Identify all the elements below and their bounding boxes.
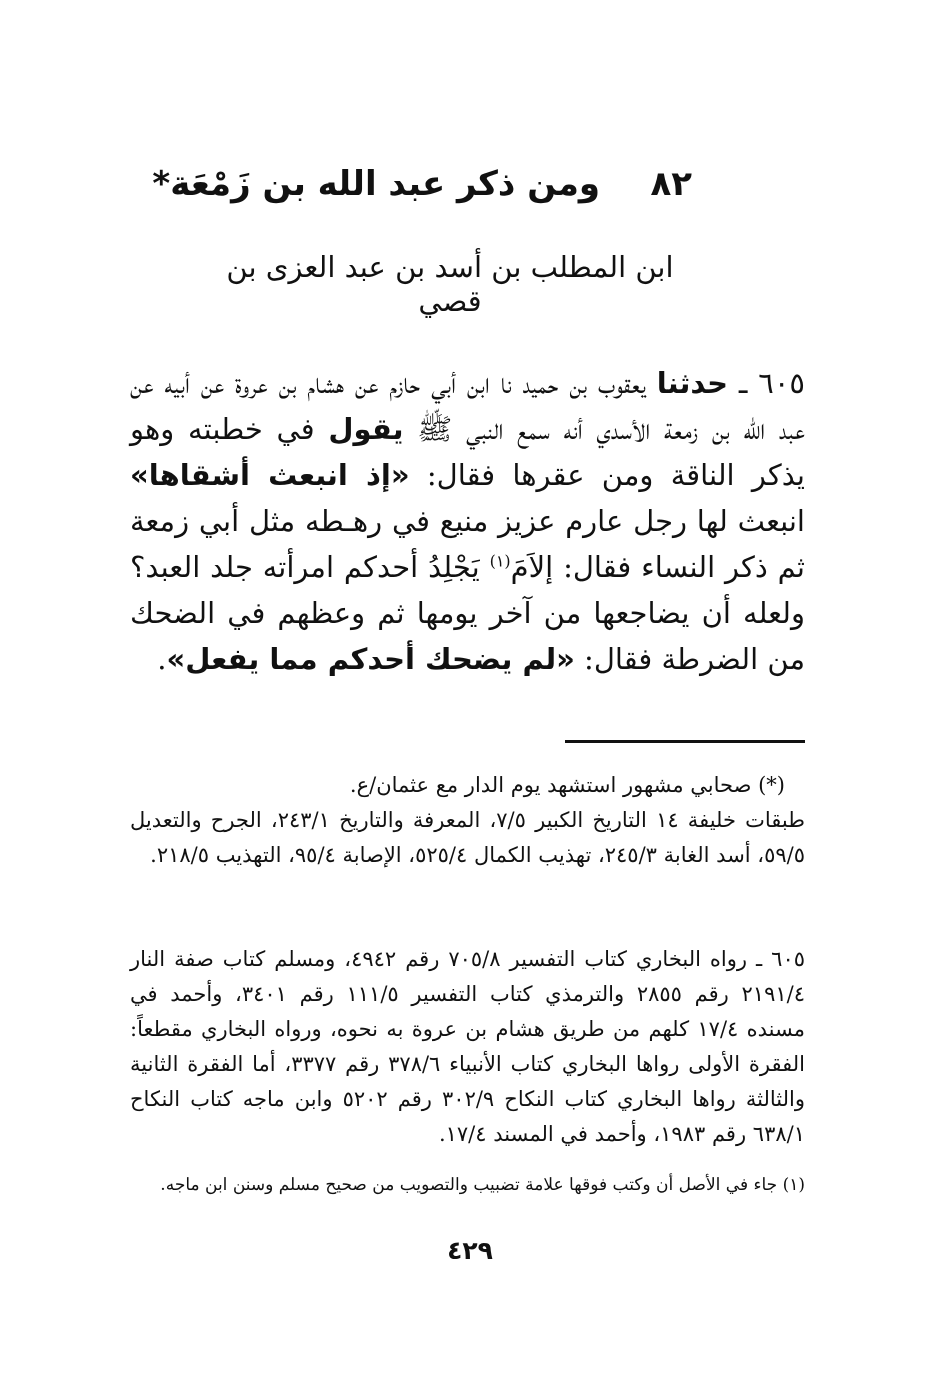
footnote: (١) جاء في الأصل أن وكتب فوقها علامة تضبيب والتصويب من صحيح مسلم وسنن ابن ماجه. xyxy=(160,1175,805,1195)
takhrij-note: ٦٠٥ ـ رواه البخاري كتاب التفسير ٧٠٥/٨ رقم ٤٩٤٢، ومسلم كتاب صفة النار ٢١٩١/٤ رقم ٢٨٥٥ والترمذي كتاب التفسير ١١١/٥ رقم ٣٤٠١، وأحمد في مسنده ١٧/٤ كلهم من طريق هشام بن عروة به نحوه، ورواه البخاري مقطعاً: الفقرة الأولى رواها البخاري كتاب الأنبياء ٣٧٨/٦ رقم ٣٣٧٧، أما الفقرة الثانية والثالثة رواها البخاري كتاب النكاح ٣٠٢/٩ رقم ٥٢٠٢ وابن ماجه كتاب النكاح ٦٣٨/١ رقم ١٩٨٣، وأحمد في المسند ١٧/٤. xyxy=(130,947,806,1146)
chapter-title: ومن ذكر عبد الله بن زَمْعَة* xyxy=(152,164,600,204)
footnote-divider xyxy=(565,740,805,743)
companion-note: (*) صحابي مشهور استشهد يوم الدار مع عثمان/ع. xyxy=(349,773,785,797)
hadith-text-part: . xyxy=(157,642,167,676)
hadith-quote: «إذ انبعث أشقاها» xyxy=(130,458,410,492)
footnote-reference: (١) xyxy=(489,551,511,571)
hadith-quote: «لم يضحك أحدكم مما يفعل» xyxy=(166,642,575,676)
hadith-text xyxy=(130,360,805,682)
hadith-lead-word: حدثنا xyxy=(656,366,729,400)
chapter-subtitle: ابن المطلب بن أسد بن عبد العزى بن قصي xyxy=(226,250,674,318)
hadith-text-part: انبعث لها رجل عارم عزيز منيع في رهـطه مثل أبي زمعة ثم ذكر النساء فقال: إلاَمَ xyxy=(130,504,805,584)
page-number: ٤٢٩ xyxy=(447,1236,493,1265)
biography-notes xyxy=(130,768,805,873)
hadith-number: ٦٠٥ ـ xyxy=(728,366,805,400)
sources-note: طبقات خليفة ١٤ التاريخ الكبير ٧/٥، المعرفة والتاريخ ٢٤٣/١، الجرح والتعديل ٥٩/٥، أسد الغابة ٢٤٥/٣، تهذيب الكمال ٥٢٥/٤، الإصابة ٩٥/٤، التهذيب ٢١٨/٥. xyxy=(130,808,805,867)
hadith-text-part: يعقوب بن حميد نا ابن أبي حازم عن هشام بن عروة عن أبيه عن عبد الله بن زمعة الأسدي أنه سمع النبي ﷺ xyxy=(130,366,806,446)
hadith-text-part: يَجْلِدُ أحدكم امرأته جلد العبد؟ ولعله أن يضاجعها من آخر يومها ثم وعظهم في الضحك من الضرطة فقال: xyxy=(130,550,805,676)
hadith-text-part: في خطبته وهو يذكر الناقة ومن عقرها فقال: xyxy=(130,412,805,492)
hadith-says: يقول xyxy=(328,412,404,446)
chapter-heading xyxy=(152,158,700,222)
chapter-number: ٨٢ xyxy=(650,164,692,204)
